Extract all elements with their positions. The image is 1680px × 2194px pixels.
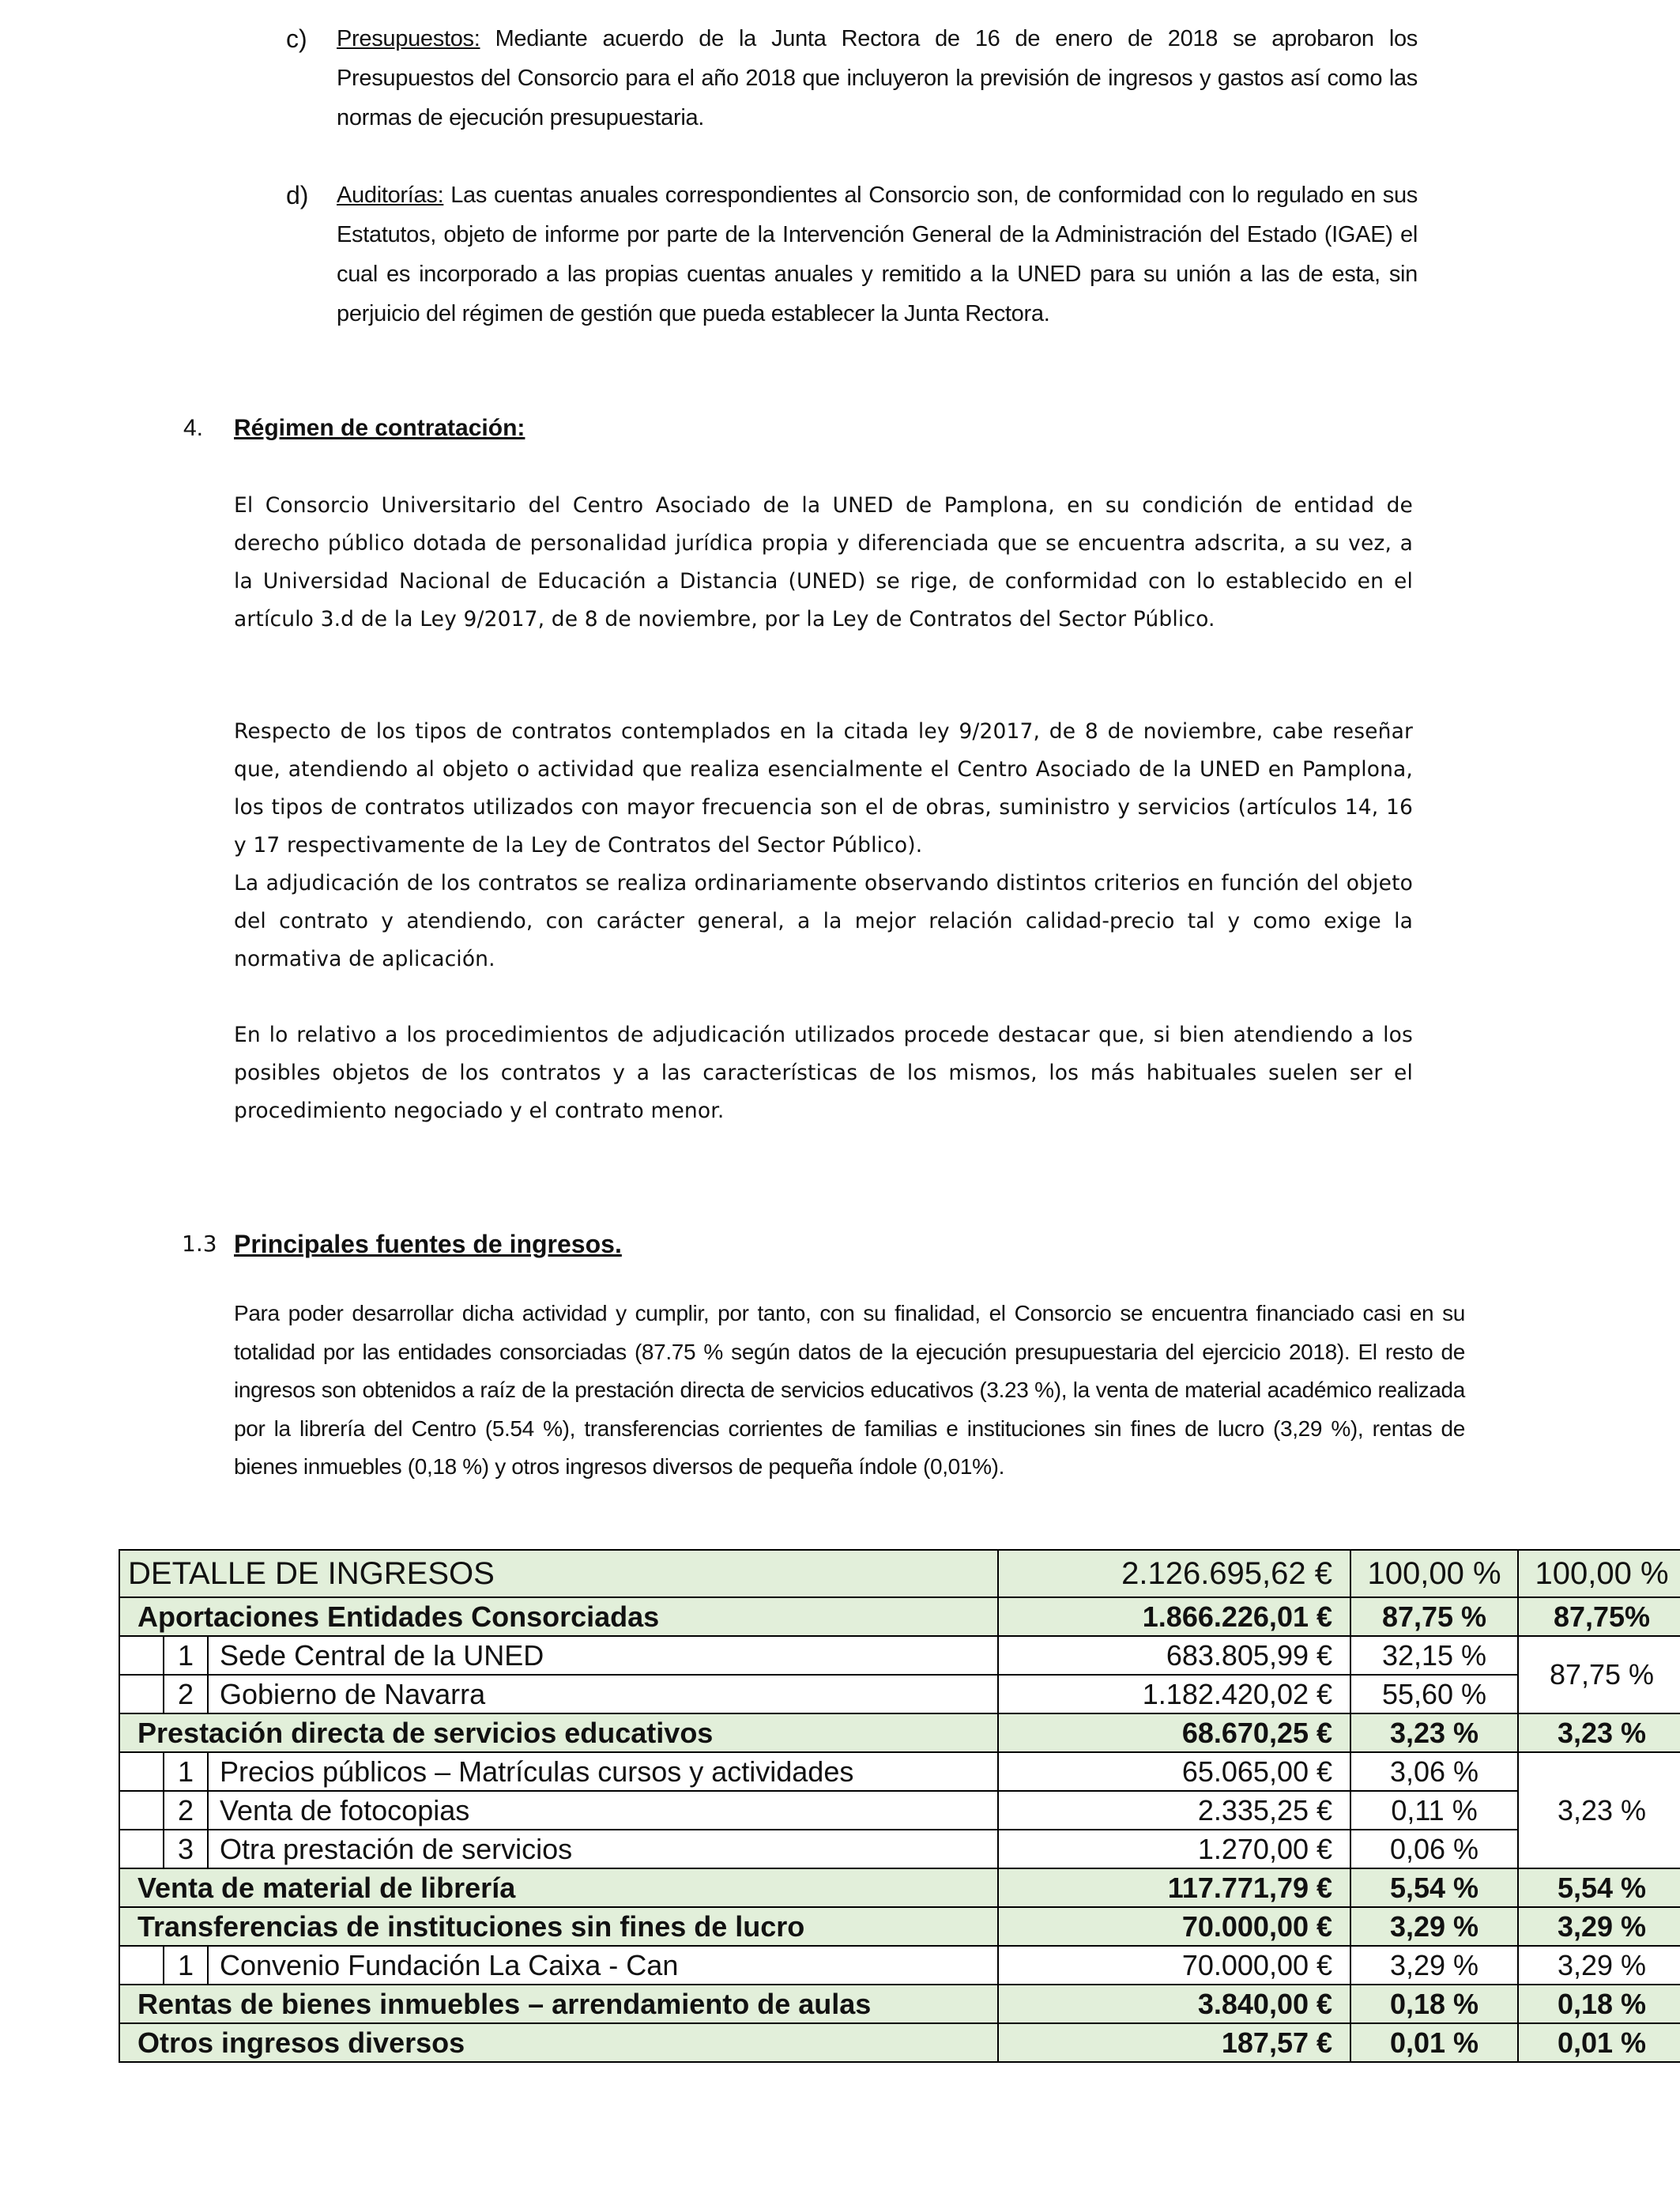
category-total-pct: 0,01 % [1518, 2023, 1680, 2062]
header-total-pct: 100,00 % [1518, 1550, 1680, 1597]
row-label: Gobierno de Navarra [208, 1675, 998, 1713]
row-label: Convenio Fundación La Caixa - Can [208, 1946, 998, 1985]
indent-cell [119, 1752, 164, 1791]
row-index: 2 [164, 1791, 208, 1830]
item-text: Mediante acuerdo de la Junta Rectora de 16 de enero de 2018 se aprobaron los Presupuestos del Consorcio para el año 2018 que incluyeron la previsión de ingresos y gastos así como las normas de ejecución presupuestaria. [337, 26, 1418, 130]
row-label: Otra prestación de servicios [208, 1830, 998, 1868]
row-index: 1 [164, 1752, 208, 1791]
table-row [119, 1636, 1680, 1675]
row-pct: 32,15 % [1350, 1636, 1518, 1675]
category-label: Aportaciones Entidades Consorciadas [119, 1597, 998, 1636]
category-row [119, 1907, 1680, 1946]
item-presupuestos [286, 19, 1418, 138]
item-body [337, 175, 1418, 334]
row-amount: 65.065,00 € [998, 1752, 1350, 1791]
row-pct: 3,29 % [1350, 1946, 1518, 1985]
category-row [119, 1868, 1680, 1907]
group-pct: 3,23 % [1518, 1752, 1680, 1868]
category-pct: 0,01 % [1350, 2023, 1518, 2062]
category-pct: 87,75 % [1350, 1597, 1518, 1636]
indent-cell [119, 1830, 164, 1868]
item-letter: c) [286, 25, 307, 53]
table-header-row [119, 1550, 1680, 1597]
item-auditorias [286, 175, 1418, 334]
item-letter: d) [286, 181, 309, 209]
indent-cell [119, 1675, 164, 1713]
section-heading-contratacion [183, 413, 657, 444]
row-index: 1 [164, 1946, 208, 1985]
paragraph: El Consorcio Universitario del Centro Asociado de la UNED de Pamplona, en su condición de entidad de derecho público dotada de personalidad jurídica propia y diferenciada que se encuentra adscrita, a su vez, a la Universidad Nacional de Educación a Distancia (UNED) se rige, de conformidad con lo establecido en el artículo 3.d de la Ley 9/2017, de 8 de noviembre, por la Ley de Contratos del Sector Público. [234, 493, 1413, 631]
category-amount: 117.771,79 € [998, 1868, 1350, 1907]
row-index: 1 [164, 1636, 208, 1675]
row-pct: 3,06 % [1350, 1752, 1518, 1791]
category-amount: 70.000,00 € [998, 1907, 1350, 1946]
item-body [337, 19, 1418, 138]
header-pct: 100,00 % [1350, 1550, 1518, 1597]
income-table [119, 1549, 1680, 2063]
category-pct: 3,23 % [1350, 1713, 1518, 1752]
section-number: 4. [183, 415, 204, 441]
category-total-pct: 0,18 % [1518, 1985, 1680, 2023]
category-amount: 68.670,25 € [998, 1713, 1350, 1752]
category-label: Otros ingresos diversos [119, 2023, 998, 2062]
row-amount: 70.000,00 € [998, 1946, 1350, 1985]
section-number: 1.3 [182, 1231, 217, 1257]
category-total-pct: 3,29 % [1518, 1907, 1680, 1946]
table-row [119, 1791, 1680, 1830]
category-label: Transferencias de instituciones sin fines de lucro [119, 1907, 998, 1946]
row-label: Venta de fotocopias [208, 1791, 998, 1830]
row-amount: 683.805,99 € [998, 1636, 1350, 1675]
row-pct: 55,60 % [1350, 1675, 1518, 1713]
category-amount: 1.866.226,01 € [998, 1597, 1350, 1636]
section-title: Régimen de contratación: [234, 415, 525, 441]
table-row [119, 1752, 1680, 1791]
category-pct: 3,29 % [1350, 1907, 1518, 1946]
row-index: 2 [164, 1675, 208, 1713]
category-label: Rentas de bienes inmuebles – arrendamiento de aulas [119, 1985, 998, 2023]
row-amount: 1.270,00 € [998, 1830, 1350, 1868]
category-label: Prestación directa de servicios educativos [119, 1713, 998, 1752]
header-label: DETALLE DE INGRESOS [119, 1550, 998, 1597]
item-title: Presupuestos: [337, 26, 480, 51]
row-label: Sede Central de la UNED [208, 1636, 998, 1675]
row-total-pct: 3,29 % [1518, 1946, 1680, 1985]
indent-cell [119, 1636, 164, 1675]
paragraph: Respecto de los tipos de contratos contemplados en la citada ley 9/2017, de 8 de noviembre, cabe reseñar que, atendiendo al objeto o actividad que realiza esencialmente el Centro Asociado de la UNED en Pamplona, los tipos de contratos utilizados con mayor frecuencia son el de obras, suministro y servicios (artículos 14, 16 y 17 respectivamente de la Ley de Contratos del Sector Público). [234, 719, 1413, 858]
paragraph: La adjudicación de los contratos se realiza ordinariamente observando distintos criterios en función del objeto del contrato y atendiendo, con carácter general, a la mejor relación calidad-precio tal y como exige la normativa de aplicación. [234, 871, 1413, 971]
group-pct: 87,75 % [1518, 1636, 1680, 1713]
category-total-pct: 3,23 % [1518, 1713, 1680, 1752]
row-amount: 2.335,25 € [998, 1791, 1350, 1830]
category-amount: 187,57 € [998, 2023, 1350, 2062]
paragraph: Para poder desarrollar dicha actividad y cumplir, por tanto, con su finalidad, el Consorcio se encuentra financiado casi en su totalidad por las entidades consorciadas (87.75 % según datos de la ejecución presupuestaria del ejercicio 2018). El resto de ingresos son obtenidos a raíz de la prestación directa de servicios educativos (3.23 %), la venta de material académico realizada por la librería del Centro (5.54 %), transferencias corrientes de familias e instituciones sin fines de lucro (3,29 %), rentas de bienes inmuebles (0,18 %) y otros ingresos diversos de pequeña índole (0,01%). [234, 1301, 1465, 1479]
row-amount: 1.182.420,02 € [998, 1675, 1350, 1713]
section-title: Principales fuentes de ingresos. [234, 1230, 622, 1258]
category-row [119, 2023, 1680, 2062]
item-text: Las cuentas anuales correspondientes al Consorcio son, de conformidad con lo regulado en sus Estatutos, objeto de informe por parte de la Intervención General de la Administración del Estado (IGAE) el cual es incorporado a las propias cuentas anuales y remitido a la UNED para su unión a las de esta, sin perjuicio del régimen de gestión que pueda establecer la Junta Rectora. [337, 183, 1418, 326]
table-row [119, 1830, 1680, 1868]
item-title: Auditorías: [337, 183, 444, 208]
category-pct: 5,54 % [1350, 1868, 1518, 1907]
category-label: Venta de material de librería [119, 1868, 998, 1907]
category-amount: 3.840,00 € [998, 1985, 1350, 2023]
row-label: Precios públicos – Matrículas cursos y actividades [208, 1752, 998, 1791]
row-pct: 0,06 % [1350, 1830, 1518, 1868]
category-total-pct: 5,54 % [1518, 1868, 1680, 1907]
table-row [119, 1675, 1680, 1713]
paragraph: En lo relativo a los procedimientos de adjudicación utilizados procede destacar que, si bien atendiendo a los posibles objetos de los contratos y a las características de los mismos, los más habituales suelen ser el procedimiento negociado y el contrato menor. [234, 1023, 1413, 1123]
section-heading-ingresos [182, 1228, 735, 1263]
row-index: 3 [164, 1830, 208, 1868]
row-pct: 0,11 % [1350, 1791, 1518, 1830]
category-total-pct: 87,75% [1518, 1597, 1680, 1636]
indent-cell [119, 1946, 164, 1985]
indent-cell [119, 1791, 164, 1830]
category-row [119, 1985, 1680, 2023]
header-amount: 2.126.695,62 € [998, 1550, 1350, 1597]
category-row [119, 1597, 1680, 1636]
table-row [119, 1946, 1680, 1985]
category-row [119, 1713, 1680, 1752]
category-pct: 0,18 % [1350, 1985, 1518, 2023]
